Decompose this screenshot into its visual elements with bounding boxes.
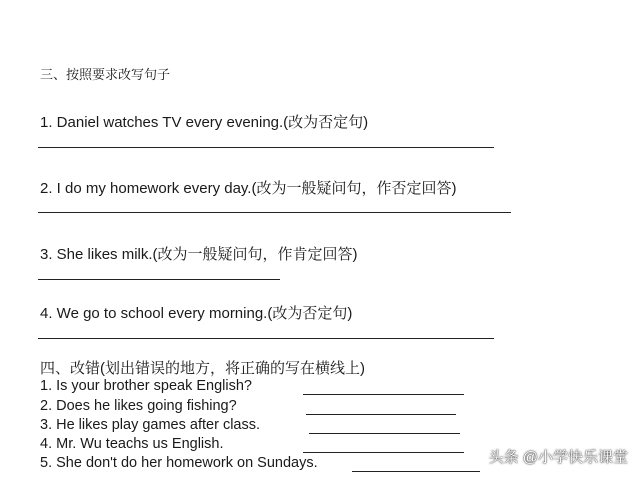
rewrite-question-1: 1. Daniel watches TV every evening.(改为否定句)	[40, 114, 369, 131]
correction-item-2: 2. Does he likes going fishing?	[40, 398, 237, 414]
answer-line-2[interactable]	[38, 212, 511, 213]
section-4-title: 四、改错(划出错误的地方，将正确的写在横线上)	[40, 360, 365, 377]
correction-line-3[interactable]	[309, 433, 460, 434]
correction-line-4[interactable]	[303, 452, 464, 453]
correction-item-5: 5. She don't do her homework on Sundays.	[40, 455, 318, 471]
correction-item-1: 1. Is your brother speak English?	[40, 378, 252, 394]
correction-line-5[interactable]	[352, 471, 480, 472]
correction-line-1[interactable]	[303, 394, 464, 395]
rewrite-question-2: 2. I do my homework every day.(改为一般疑问句，作否定回答)	[40, 180, 457, 197]
rewrite-question-4: 4. We go to school every morning.(改为否定句)	[40, 305, 353, 322]
section-3-title: 三、按照要求改写句子	[40, 67, 171, 82]
correction-item-3: 3. He likes play games after class.	[40, 417, 261, 433]
watermark-text: 头条 @小学快乐课堂	[488, 449, 628, 466]
answer-line-4[interactable]	[38, 338, 494, 339]
rewrite-question-3: 3. She likes milk.(改为一般疑问句，作肯定回答)	[40, 246, 358, 263]
correction-line-2[interactable]	[306, 414, 456, 415]
correction-item-4: 4. Mr. Wu teachs us English.	[40, 436, 224, 452]
answer-line-3[interactable]	[38, 279, 280, 280]
answer-line-1[interactable]	[38, 147, 494, 148]
